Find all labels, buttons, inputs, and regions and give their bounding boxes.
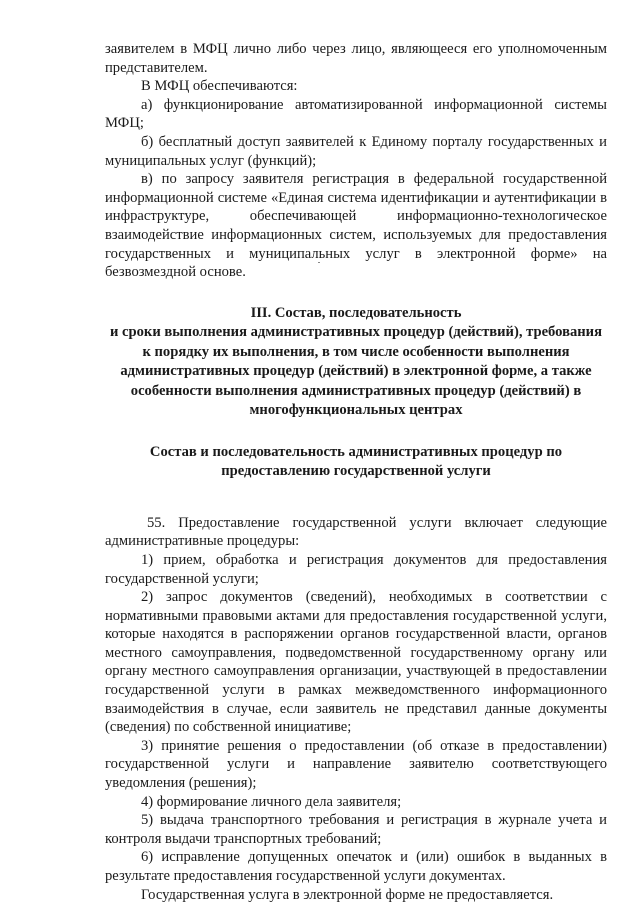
subsection-heading <box>105 443 607 482</box>
paragraph-55: 55. Предоставление государственной услуги включает следующие административные процедуры: <box>105 514 607 550</box>
list-item-3: 3) принятие решения о предоставлении (об отказе в предоставлении) государственной услуги и направление заявителю соответствующего уведомления (решения); <box>105 737 607 792</box>
paragraph-mfc-provides: В МФЦ обеспечиваются: <box>141 78 298 95</box>
list-item-6: 6) исправление допущенных опечаток и (или) ошибок в выданных в результате предоставления государственной услуги документах. <box>105 849 607 884</box>
scan-speck <box>318 262 320 263</box>
list-item-5: 5) выдача транспортного требования и регистрация в журнале учета и контроля выдачи транспортных требований; <box>105 812 607 847</box>
paragraph-representative: заявителем в МФЦ лично либо через лицо, являющееся его уполномоченным представителем. <box>105 41 607 76</box>
paragraph-electronic-form: Государственная услуга в электронной форме не предоставляется. <box>141 886 554 903</box>
list-item-2: 2) запрос документов (сведений), необходимых в соответствии с нормативными правовыми актами для предоставления государственной услуги, которые находятся в распоряжении органов государственной власти, органов местного самоуправления, подведомственной государственному органу или органу местного самоуправления организации, участвующей в предоставлении государственной услуги в рамках межведомственного информационного взаимодействия в случае, если заявитель не представил данные документы (сведения) по собственной инициативе; <box>105 589 607 736</box>
document-page <box>105 40 607 904</box>
paragraph-item-b: б) бесплатный доступ заявителей к Единому порталу государственных и муниципальных услуг (функций); <box>105 133 607 169</box>
list-item-1: 1) прием, обработка и регистрация документов для предоставления государственной услуги; <box>105 551 607 587</box>
paragraph-item-a: а) функционирование автоматизированной информационной системы МФЦ; <box>105 96 607 132</box>
subsection-title: Состав и последовательность административных процедур по предоставлению государственной услуги <box>149 443 563 480</box>
paragraph-item-v: в) по запросу заявителя регистрация в федеральной государственной информационной системе «Единая система идентификации и аутентификации в инфраструктуре, обеспечивающей информационно-технологическое взаимодействие информационных систем, используемых для предоставления государственных и муниципальных услуг в электронной форме» на безвозмездной основе. <box>105 171 607 281</box>
section-title-rest: и сроки выполнения административных процедур (действий), требования к порядку их выполнения, в том числе особенности выполнения административных процедур (действий) в электронной форме, а также особенности выполнения административных процедур (действий) в многофункциональных центрах <box>109 324 602 419</box>
section-heading <box>105 304 607 421</box>
section-title-line1: III. Состав, последовательность <box>250 304 462 321</box>
list-item-4: 4) формирование личного дела заявителя; <box>141 793 402 810</box>
